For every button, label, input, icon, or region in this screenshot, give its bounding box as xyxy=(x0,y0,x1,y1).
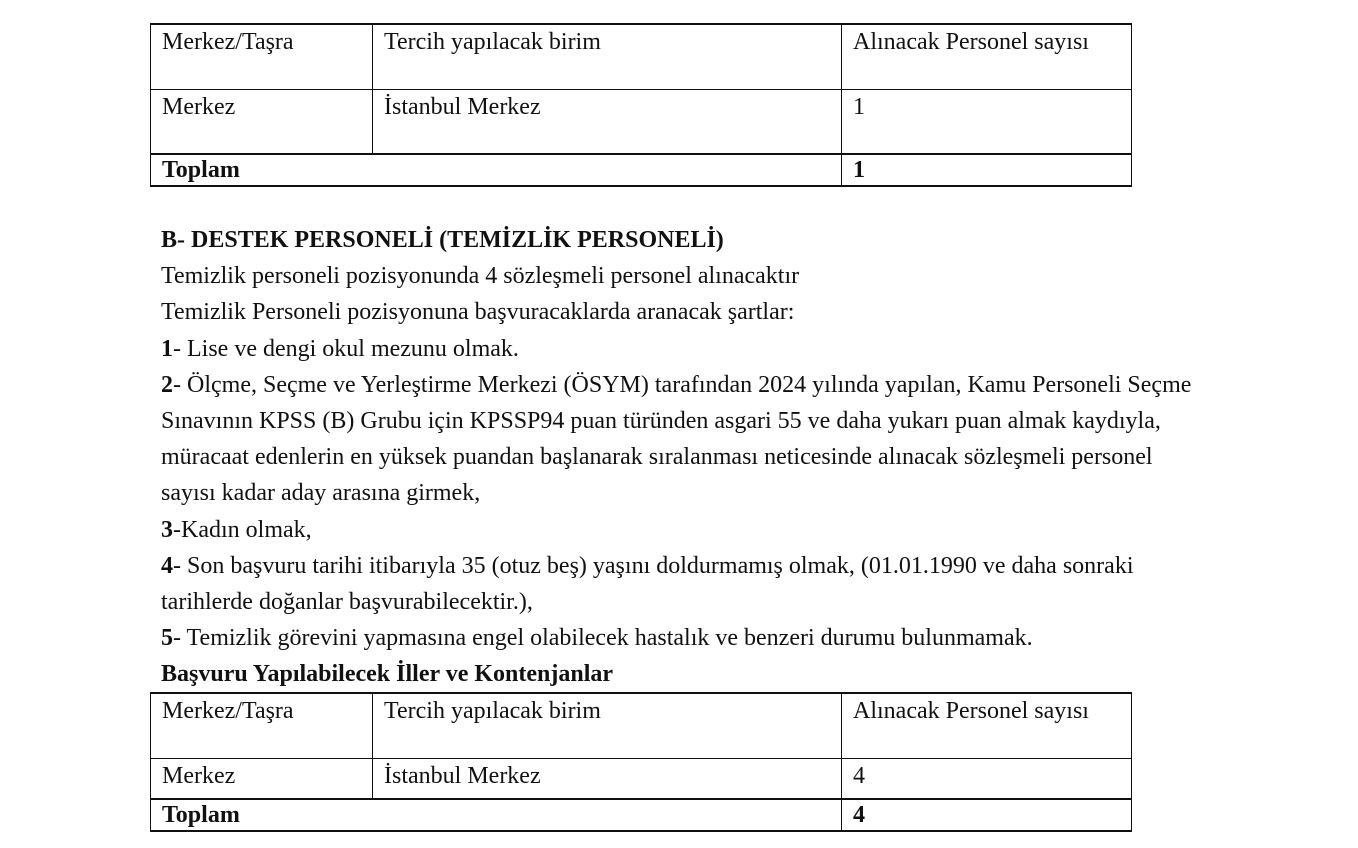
header-cell: Merkez/Taşra xyxy=(151,693,373,759)
header-cell: Tercih yapılacak birim xyxy=(373,693,842,759)
condition-item: 4- Son başvuru tarihi itibarıyla 35 (otuz beş) yaşını doldurmamış olmak, (01.01.1990 ve daha sonraki tarihlerde doğanlar başvurabilecektir.), xyxy=(161,552,1134,616)
header-cell: Merkez/Taşra xyxy=(151,24,373,90)
total-label: Toplam xyxy=(151,799,842,831)
header-cell: Alınacak Personel sayısı xyxy=(842,24,1132,90)
table-cell: Merkez xyxy=(151,90,373,155)
total-label: Toplam xyxy=(151,154,842,186)
quota-title: Başvuru Yapılabilecek İller ve Kontenjanlar xyxy=(161,661,614,688)
condition-item: 1- Lise ve dengi okul mezunu olmak. xyxy=(161,335,519,362)
condition-item: 3-Kadın olmak, xyxy=(161,516,312,543)
header-cell: Alınacak Personel sayısı xyxy=(842,693,1132,759)
total-value: 1 xyxy=(842,154,1132,186)
table-cell: 4 xyxy=(842,759,1132,800)
conditions-title: Temizlik Personeli pozisyonuna başvuracaklarda aranacak şartlar: xyxy=(161,299,795,326)
condition-item: 5- Temizlik görevini yapmasına engel olabilecek hastalık ve benzeri durumu bulunmamak. xyxy=(161,625,1033,652)
table-cell: Merkez xyxy=(151,759,373,800)
table-cell: İstanbul Merkez xyxy=(373,759,842,800)
quota-table-1 xyxy=(150,23,1132,187)
quota-table-2 xyxy=(150,692,1132,832)
intro-text: Temizlik personeli pozisyonunda 4 sözleşmeli personel alınacaktır xyxy=(161,263,800,290)
section-body xyxy=(161,222,1201,693)
table-cell: 1 xyxy=(842,90,1132,155)
header-cell: Tercih yapılacak birim xyxy=(373,24,842,90)
table-cell: İstanbul Merkez xyxy=(373,90,842,155)
section-title: B- DESTEK PERSONELİ (TEMİZLİK PERSONELİ) xyxy=(161,227,724,253)
total-value: 4 xyxy=(842,799,1132,831)
condition-item: 2- Ölçme, Seçme ve Yerleştirme Merkezi (ÖSYM) tarafından 2024 yılında yapılan, Kamu Personeli Seçme Sınavının KPSS (B) Grubu için KPSSP94 puan türünden asgari 55 ve daha yukarı puan almak kaydıyla, müracaat edenlerin en yüksek puandan başlanarak sıralanması neticesinde alınacak sözleşmeli personel sayısı kadar aday arasına girmek, xyxy=(161,371,1192,507)
